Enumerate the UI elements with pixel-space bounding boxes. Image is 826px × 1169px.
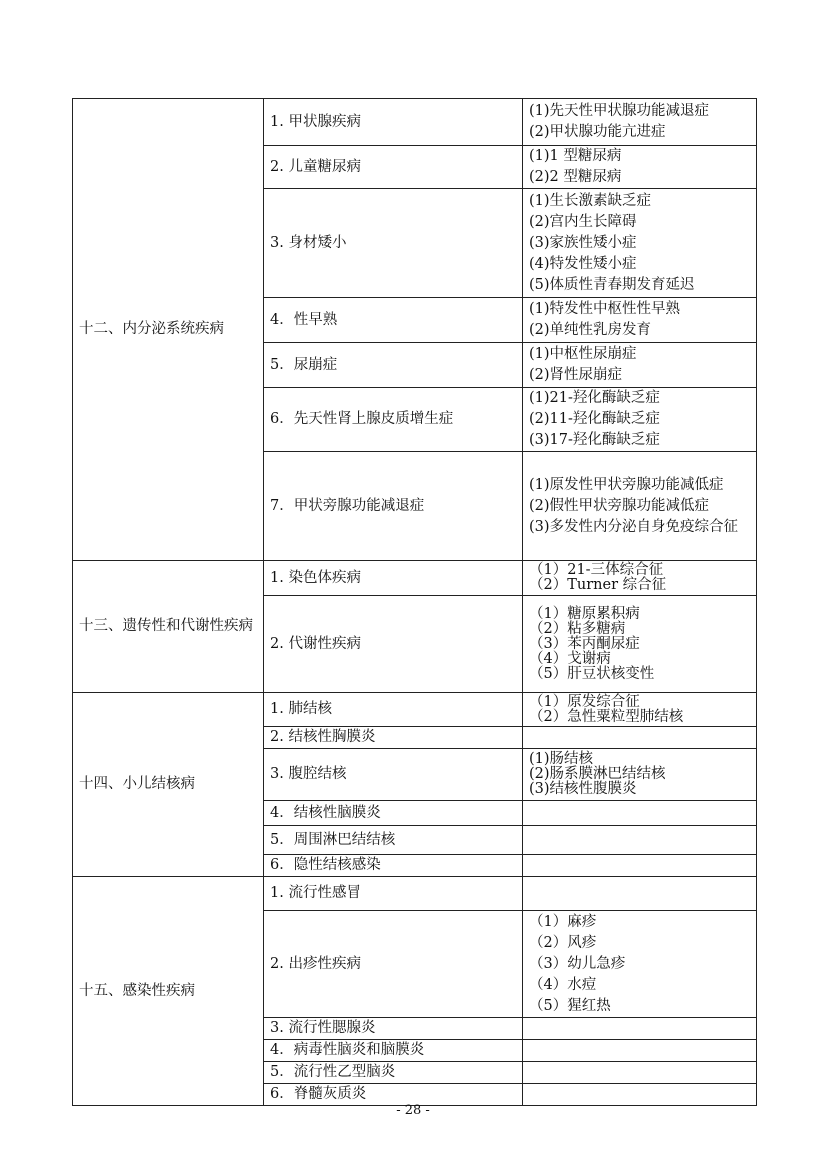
syllabus-table	[72, 98, 757, 1106]
detail-line: (3)17-羟化酶缺乏症	[529, 432, 660, 448]
detail-cell	[523, 855, 757, 877]
detail-line: (4)特发性矮小症	[529, 255, 637, 272]
detail-line: (3)结核性腹膜炎	[529, 781, 637, 797]
detail-line: （2）风疹	[529, 934, 597, 951]
detail-line: （1）糖原累积病	[529, 605, 640, 622]
detail-line: （1）原发综合征	[529, 693, 640, 710]
detail-cell	[523, 1018, 757, 1040]
disease-cell: 4．病毒性脑炎和脑膜炎	[264, 1040, 523, 1062]
disease-cell: 3. 流行性腮腺炎	[264, 1018, 523, 1040]
disease-cell: 1. 肺结核	[264, 693, 523, 727]
detail-cell	[523, 452, 757, 561]
table-row	[73, 561, 757, 596]
disease-cell: 3. 腹腔结核	[264, 749, 523, 801]
detail-cell	[523, 749, 757, 801]
disease-cell: 4．性早熟	[264, 298, 523, 343]
detail-line: (1)1 型糖尿病	[529, 148, 622, 164]
detail-line: (1)特发性中枢性性早熟	[529, 301, 681, 317]
detail-cell	[523, 693, 757, 727]
disease-cell: 5．尿崩症	[264, 343, 523, 388]
detail-line: （5）肝豆状核变性	[529, 665, 655, 682]
detail-line: (2)肠系膜淋巴结结核	[529, 766, 666, 782]
detail-line: (1)先天性甲状腺功能减退症	[529, 103, 710, 119]
detail-cell	[523, 298, 757, 343]
disease-cell: 1. 甲状腺疾病	[264, 99, 523, 146]
detail-line: (2)单纯性乳房发育	[529, 322, 652, 338]
detail-cell	[523, 388, 757, 452]
detail-line: (1)21-羟化酶缺乏症	[529, 390, 660, 406]
disease-cell: 6．隐性结核感染	[264, 855, 523, 877]
disease-cell: 1. 流行性感冒	[264, 877, 523, 911]
detail-line: （5）猩红热	[529, 997, 611, 1014]
detail-line: (2)2 型糖尿病	[529, 169, 622, 185]
detail-line: （3）幼儿急疹	[529, 955, 626, 972]
category-cell: 十四、小儿结核病	[73, 693, 264, 877]
detail-cell	[523, 1040, 757, 1062]
detail-line: （1）21-三体综合征	[529, 562, 664, 578]
disease-cell: 4．结核性脑膜炎	[264, 801, 523, 826]
detail-line: （4）水痘	[529, 976, 597, 993]
disease-cell: 5．流行性乙型脑炎	[264, 1062, 523, 1084]
detail-line: (2)宫内生长障碍	[529, 213, 637, 230]
detail-line: (3)多发性内分泌自身免疫综合征	[529, 518, 739, 535]
detail-cell	[523, 801, 757, 826]
detail-line: (1)生长激素缺乏症	[529, 192, 652, 209]
detail-cell	[523, 1062, 757, 1084]
detail-cell	[523, 911, 757, 1018]
category-cell: 十五、感染性疾病	[73, 877, 264, 1106]
disease-cell: 2. 结核性胸膜炎	[264, 727, 523, 749]
detail-line: (1)肠结核	[529, 751, 594, 767]
detail-line: (3)家族性矮小症	[529, 234, 637, 251]
detail-cell	[523, 561, 757, 596]
detail-line: (2)假性甲状旁腺功能减低症	[529, 497, 710, 514]
detail-line: （2）急性粟粒型肺结核	[529, 708, 684, 725]
disease-cell: 2. 出疹性疾病	[264, 911, 523, 1018]
disease-cell: 1. 染色体疾病	[264, 561, 523, 596]
disease-cell: 2. 代谢性疾病	[264, 596, 523, 693]
category-cell: 十二、内分泌系统疾病	[73, 99, 264, 561]
detail-cell	[523, 727, 757, 749]
detail-cell	[523, 877, 757, 911]
detail-line: (1)原发性甲状旁腺功能减低症	[529, 476, 724, 493]
table-row	[73, 693, 757, 727]
detail-line: （4）戈谢病	[529, 650, 611, 667]
disease-cell: 5．周围淋巴结结核	[264, 826, 523, 855]
table-row	[73, 99, 757, 146]
detail-line: （2）粘多糖病	[529, 620, 626, 637]
detail-line: (2)11-羟化酶缺乏症	[529, 411, 660, 427]
disease-cell: 6．先天性肾上腺皮质增生症	[264, 388, 523, 452]
disease-cell: 6．脊髓灰质炎	[264, 1084, 523, 1106]
table-row	[73, 877, 757, 911]
detail-line: (2)甲状腺功能亢进症	[529, 124, 666, 140]
page-number: - 28 -	[396, 1103, 430, 1118]
detail-line: (5)体质性青春期发育延迟	[529, 276, 695, 293]
detail-line: （2）Turner 综合征	[529, 577, 667, 593]
detail-cell	[523, 826, 757, 855]
category-cell: 十三、遗传性和代谢性疾病	[73, 561, 264, 693]
disease-cell: 2. 儿童糖尿病	[264, 146, 523, 189]
detail-cell	[523, 99, 757, 146]
detail-line: (1)中枢性尿崩症	[529, 346, 637, 362]
disease-cell: 3. 身材矮小	[264, 189, 523, 298]
detail-cell	[523, 343, 757, 388]
detail-cell	[523, 189, 757, 298]
detail-line: (2)肾性尿崩症	[529, 367, 623, 383]
detail-cell	[523, 596, 757, 693]
detail-line: （1）麻疹	[529, 913, 597, 930]
disease-cell: 7．甲状旁腺功能减退症	[264, 452, 523, 561]
detail-cell	[523, 146, 757, 189]
detail-line: （3）苯丙酮尿症	[529, 635, 640, 652]
